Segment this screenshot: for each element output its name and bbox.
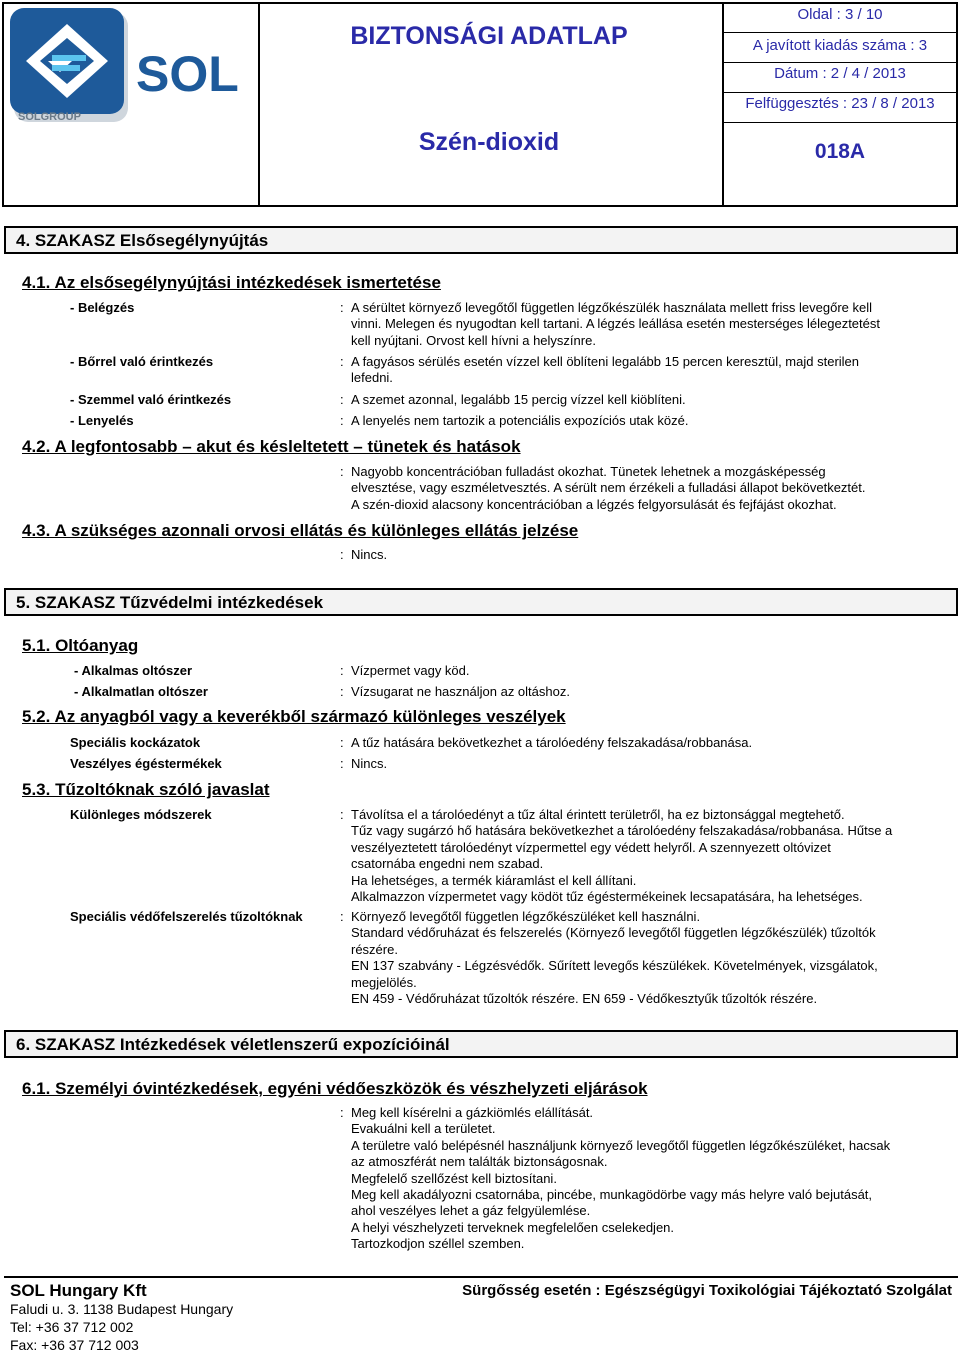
colon: : — [340, 354, 344, 369]
section-text: Meg kell kísérelni a gázkiömlés elállítását. Evakuálni kell a területet. A területre való belépésnél használjunk környező levegőtől független légzőkészüléket, hacsak az atmoszférát nem találták biztonságosnak. Megfelelő szellőzést kell biztosítani. Meg kell akadályozni csatornába, pincébe, munkagödörbe vagy más helyre való bejutását, ahol veszélyes lehet a gáz felgyülemlése. A helyi vészhelyzeti terveknek megfelelően cselekedjen. Tartozkodjon széllel szemben. — [351, 1105, 891, 1252]
row-text: Környező levegőtől független légzőkészüléket kell használni. Standard védőruházat és felszerelés (Környező levegőtől független légzőkészülék) tűzoltók részére. EN 137 szabvány - Légzésvédők. Sűrített levegős készülékek. Követelmények, vizsgálatok, megjelölés. EN 459 - Védőruházat tűzoltók részére. EN 659 - Védőkesztyűk tűzoltók részére. — [351, 909, 878, 1007]
footer-fax: Fax: +36 37 712 003 — [10, 1337, 139, 1353]
product-code: 018A — [814, 140, 866, 163]
subsection-4-1-heading: 4.1. Az elsősegélynyújtási intézkedések ismertetése — [22, 273, 441, 292]
row-text: A szemet azonnal, legalább 15 percig vízzel kell kiöblíteni. — [351, 392, 686, 407]
header-rule — [724, 92, 956, 93]
subsection-4-2-heading: 4.2. A legfontosabb – akut és késleltetett – tünetek és hatások — [22, 437, 521, 456]
row-label: Speciális védőfelszerelés tűzoltóknak — [70, 909, 303, 924]
footer-address: Faludi u. 3. 1138 Budapest Hungary — [10, 1301, 234, 1317]
row-text: Távolítsa el a tárolóedényt a tűz által érintett területről, ha ez biztonsággal megtehető. Tűz vagy sugárzó hő hatására bekövetkezhet a tárolóedény felszakadása/robbanása. Hűtse a veszélyeztetett tárolóedényt vízpermettel egy védett helyről. A szennyezett oltóvizet csatornába engedni nem szabad. Ha lehetséges, a termék kiáramlást el kell állítani. Alkalmazzon vízpermetet vagy ködöt tűz égéstermékeinek lecsapatására, ha lehetséges. — [351, 807, 893, 905]
header-rule — [724, 122, 956, 123]
colon: : — [340, 909, 344, 924]
row-label: - Szemmel való érintkezés — [70, 392, 232, 407]
footer-rule — [4, 1276, 958, 1278]
colon: : — [340, 300, 344, 315]
colon: : — [340, 735, 344, 750]
row-text: A lenyelés nem tartozik a potenciális expozíciós utak közé. — [351, 413, 689, 428]
revision-number: A javított kiadás száma : 3 — [752, 37, 928, 54]
sol-logo — [8, 8, 250, 128]
document-title: BIZTONSÁGI ADATLAP — [350, 22, 628, 50]
section-5-title: 5. SZAKASZ Tűzvédelmi intézkedések — [4, 588, 958, 616]
header-rule — [724, 62, 956, 63]
section-text: Nincs. — [351, 547, 388, 562]
row-label: - Alkalmas oltószer — [74, 663, 193, 678]
row-label: Speciális kockázatok — [70, 735, 201, 750]
footer-company: SOL Hungary Kft — [10, 1281, 147, 1300]
colon: : — [340, 413, 344, 428]
subsection-5-1-heading: 5.1. Oltóanyag — [22, 636, 139, 655]
subsection-5-3-heading: 5.3. Tűzoltóknak szóló javaslat — [22, 780, 270, 799]
row-label: - Lenyelés — [70, 413, 134, 428]
section-4-title: 4. SZAKASZ Elsősegélynyújtás — [4, 226, 958, 254]
logo-text: SOL — [136, 46, 239, 102]
page-number: Oldal : 3 / 10 — [797, 6, 883, 23]
subsection-5-2-heading: 5.2. Az anyagból vagy a keverékből származó különleges veszélyek — [22, 707, 566, 726]
supersedes-date: Felfüggesztés : 23 / 8 / 2013 — [745, 95, 935, 112]
subsection-4-3-heading: 4.3. A szükséges azonnali orvosi ellátás és különleges ellátás jelzése — [22, 521, 579, 540]
row-label: - Bőrrel való érintkezés — [70, 354, 214, 369]
row-text: A sérültet környező levegőtől független légzőkészülék használata mellett friss levegőre kell vinni. Melegen és nyugodtan kell tartani. A légzés leállása esetén mesterséges lélegeztetést kell nyújtani. Orvost kell hívni a helyszínre. — [351, 300, 880, 348]
row-label: - Alkalmatlan oltószer — [74, 684, 208, 699]
colon: : — [340, 684, 344, 699]
logo-subtext: SOLGROUP — [18, 111, 81, 123]
colon: : — [340, 1105, 344, 1120]
row-text: Nincs. — [351, 756, 388, 771]
row-text: Vízsugarat ne használjon az oltáshoz. — [351, 684, 570, 699]
header-rule — [724, 32, 956, 33]
colon: : — [340, 464, 344, 479]
row-text: Vízpermet vagy köd. — [351, 663, 470, 678]
footer-tel: Tel: +36 37 712 002 — [10, 1319, 134, 1335]
row-text: A tűz hatására bekövetkezhet a tárolóedény felszakadása/robbanása. — [351, 735, 753, 750]
row-label: Különleges módszerek — [70, 807, 212, 822]
issue-date: Dátum : 2 / 4 / 2013 — [774, 65, 906, 82]
colon: : — [340, 392, 344, 407]
footer-emergency: Sürgősség esetén : Egészségügyi Toxikológiai Tájékoztató Szolgálat — [462, 1282, 952, 1299]
section-text: Nagyobb koncentrációban fulladást okozhat. Tünetek lehetnek a mozgásképesség elvesztése, vagy eszméletvesztés. A sérült nem érzékeli a fulladási állapot bekövetkeztét. A szén-dioxid alacsony koncentrációban a légzés felgyorsulását és fejfájást okozhat. — [351, 464, 866, 512]
row-label: - Belégzés — [70, 300, 135, 315]
row-label: Veszélyes égéstermékek — [70, 756, 222, 771]
colon: : — [340, 756, 344, 771]
section-6-title: 6. SZAKASZ Intézkedések véletlenszerű expozícióinál — [4, 1030, 958, 1058]
colon: : — [340, 807, 344, 822]
colon: : — [340, 663, 344, 678]
colon: : — [340, 547, 344, 562]
product-name: Szén-dioxid — [418, 128, 560, 156]
row-text: A fagyásos sérülés esetén vízzel kell öblíteni legalább 15 percen keresztül, majd sterilen lefedni. — [351, 354, 860, 386]
subsection-6-1-heading: 6.1. Személyi óvintézkedések, egyéni védőeszközök és vészhelyzeti eljárások — [22, 1079, 648, 1098]
